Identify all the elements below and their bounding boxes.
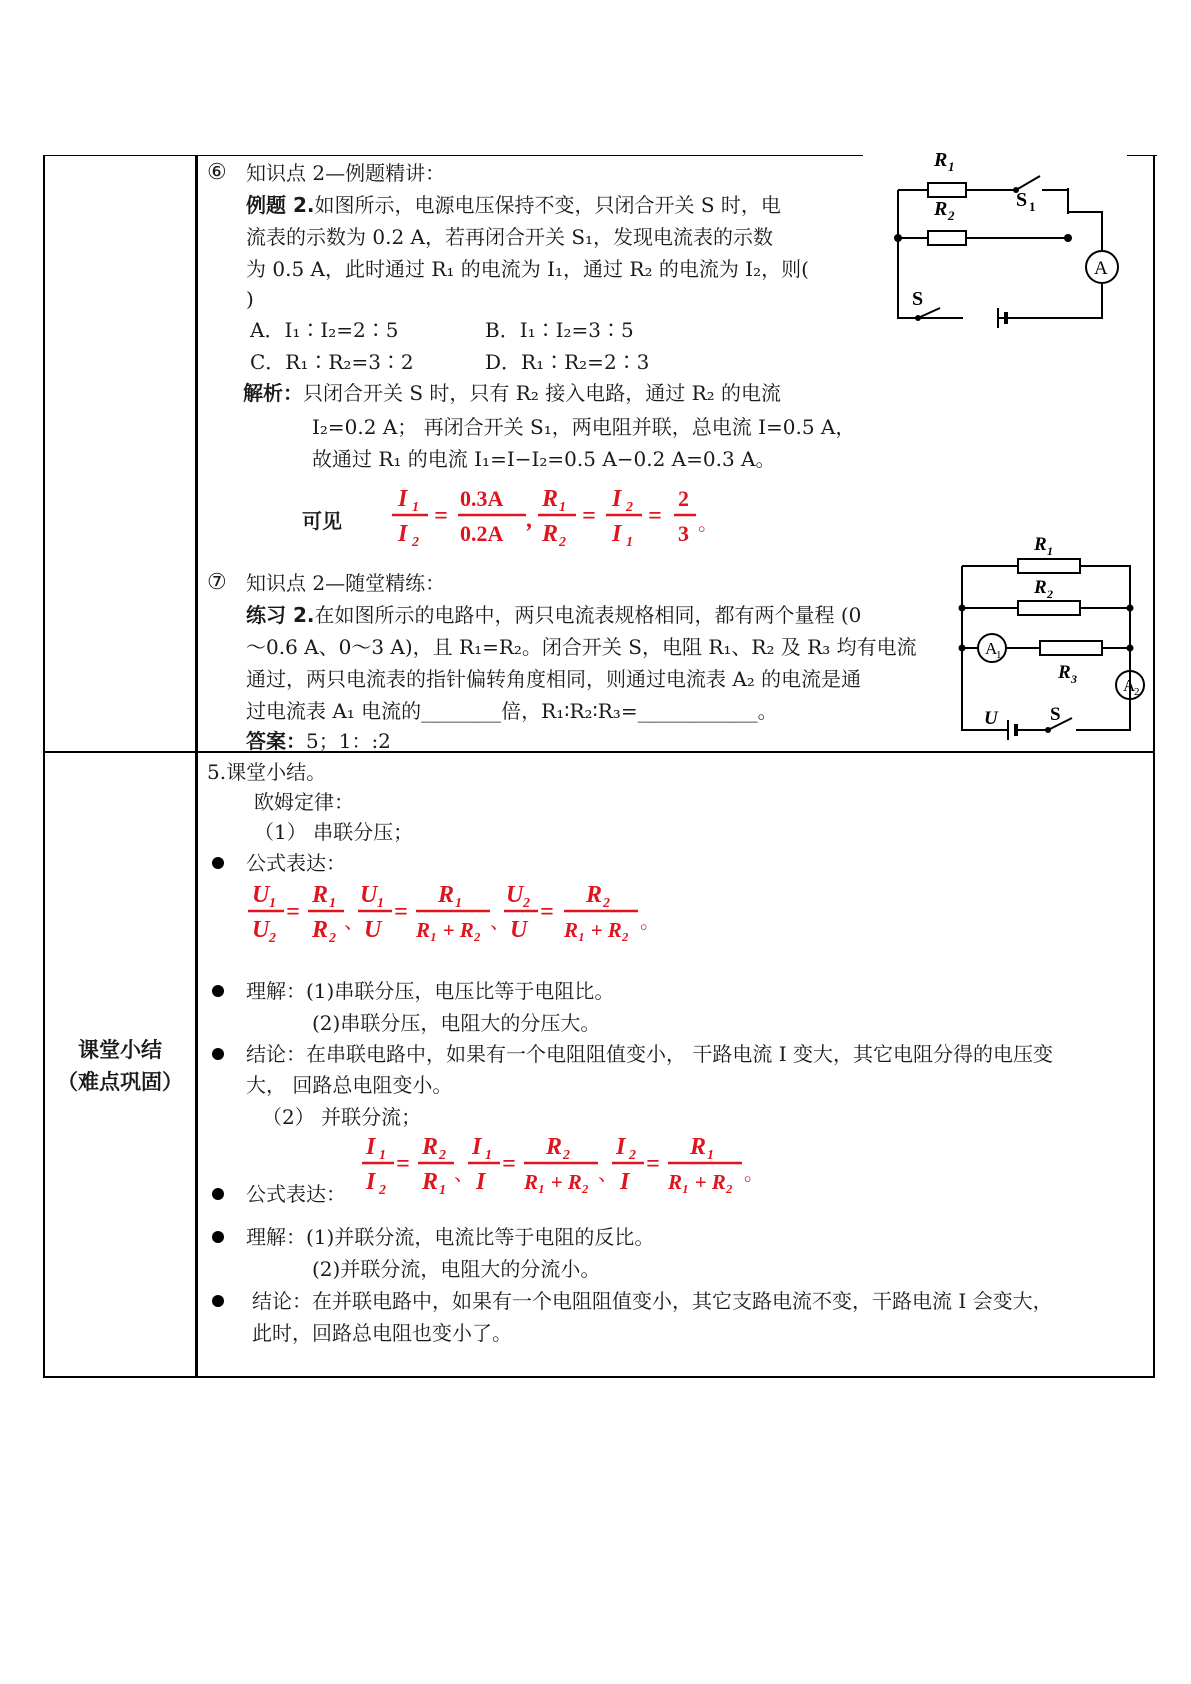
- example-question-line3: 为 0.5 A，此时通过 R₁ 的电流为 I₁，通过 R₂ 的电流为 I₂，则(: [246, 257, 809, 281]
- label-a2-sub: 2: [1134, 686, 1140, 698]
- p-f-den: R₁ + R₂: [668, 1170, 734, 1194]
- f1-den: I: [398, 521, 408, 546]
- ohm-law-heading: 欧姆定律：: [254, 790, 354, 814]
- example-label: 例题 2.: [246, 193, 315, 217]
- label-r1-p-sub: 1: [1047, 544, 1053, 558]
- series-understand-label: 理解：: [246, 979, 306, 1003]
- p-eq-1: =: [396, 1151, 410, 1177]
- f2-num: 0.3A: [460, 486, 504, 511]
- row-label-subtitle: （难点巩固）: [57, 1070, 183, 1094]
- s-c-num-sub: 1: [377, 896, 384, 911]
- example-question-line4: ): [246, 287, 254, 311]
- p-eq-2: =: [502, 1151, 516, 1177]
- s-eq-1: =: [286, 899, 300, 925]
- p-f-num: R: [690, 1134, 707, 1160]
- series-formula-label: 公式表达：: [246, 851, 346, 875]
- s-sep-1: 、: [344, 911, 364, 933]
- s-e-den: U: [510, 917, 528, 943]
- f4-num-sub: 2: [626, 500, 633, 515]
- label-r2-p-sub: 2: [1047, 587, 1053, 601]
- summary-title: 5.课堂小结。: [207, 760, 327, 784]
- label-a1: A: [985, 639, 998, 658]
- p-end: 。: [744, 1163, 764, 1185]
- practice-line1: [246, 600, 861, 630]
- section7-heading: 知识点 2—随堂精练：: [246, 571, 446, 595]
- p-e-num: I: [616, 1134, 626, 1160]
- p-f-num-sub: 1: [707, 1148, 714, 1163]
- p-eq-3: =: [646, 1151, 660, 1177]
- label-r3: R: [1058, 662, 1071, 683]
- label-s: S: [912, 288, 924, 310]
- f3-num-sub: 1: [559, 500, 566, 515]
- practice-answer: [246, 726, 391, 756]
- parallel-formula-label: 公式表达：: [246, 1182, 346, 1206]
- f5-num: 2: [678, 486, 689, 511]
- analysis-line3: 故通过 R₁ 的电流 I₁=I−I₂=0.5 A−0.2 A=0.3 A。: [312, 447, 776, 471]
- f4-num: I: [612, 486, 622, 512]
- p-d-num: R: [546, 1134, 563, 1160]
- series-formula: [246, 878, 686, 944]
- p-e-num-sub: 2: [629, 1148, 636, 1163]
- s-f-num-sub: 2: [603, 896, 610, 911]
- table-right-border: [1153, 155, 1155, 1378]
- resistor-r2-p: [1018, 601, 1080, 615]
- parallel-understand-line2: (2)并联分流，电阻大的分流小。: [312, 1257, 601, 1281]
- option-a: A．I₁∶I₂=2∶5: [250, 318, 399, 342]
- formula-end: 。: [698, 513, 718, 535]
- parallel-understand-line1: [246, 1222, 654, 1252]
- s-b-den-sub: 2: [329, 931, 336, 944]
- kejian-label: 可见: [302, 509, 342, 533]
- label-r3-sub: 3: [1071, 672, 1077, 686]
- table-left-border: [43, 155, 45, 1378]
- eq-1: =: [434, 503, 448, 529]
- parallel-understand-label: 理解：: [246, 1225, 306, 1249]
- series-part-heading: （1） 串联分压；: [254, 820, 414, 844]
- ratio-formula: [390, 482, 730, 546]
- f1-den-sub: 2: [412, 535, 419, 546]
- practice-line4: 过电流表 A₁ 电流的________倍，R₁∶R₂∶R₃=____________。: [246, 699, 778, 723]
- switch-s1: [1016, 176, 1040, 190]
- option-d: D．R₁∶R₂=2∶3: [485, 350, 650, 374]
- f5-den: 3: [678, 521, 689, 546]
- resistor-r2: [928, 231, 966, 245]
- p-e-den: I: [620, 1169, 630, 1195]
- parallel-formula: [360, 1130, 780, 1196]
- bullet-series-conclusion: [212, 1048, 224, 1060]
- example-question-line2: 流表的示数为 0.2 A，若再闭合开关 S₁，发现电流表的示数: [246, 225, 774, 249]
- label-r2-p: R: [1034, 577, 1047, 598]
- p-a-num-sub: 1: [379, 1148, 386, 1163]
- example-question-line1: [246, 190, 781, 220]
- practice-line3: 通过，两只电流表的指针偏转角度相同，则通过电流表 A₂ 的电流是通: [246, 667, 862, 691]
- resistor-r1: [928, 183, 966, 197]
- series-understand-line1: [246, 976, 614, 1006]
- s-f-den: R₁ + R₂: [564, 918, 630, 942]
- series-understand-line2: (2)串联分压，电阻大的分压大。: [312, 1011, 601, 1035]
- label-r1: R: [934, 149, 948, 171]
- p-a-num: I: [366, 1134, 376, 1160]
- p-b-den-sub: 1: [439, 1183, 446, 1196]
- comma-1: ,: [527, 507, 533, 533]
- s-e-num-sub: 2: [523, 896, 530, 911]
- p-b-num: R: [422, 1134, 439, 1160]
- row-label: [45, 1034, 195, 1098]
- f3-num: R: [542, 486, 559, 512]
- label-a1-sub: 1: [996, 649, 1002, 661]
- s-eq-2: =: [394, 899, 408, 925]
- analysis-line1: [243, 378, 781, 408]
- series-conclusion-line1: 结论：在串联电路中，如果有一个电阻阻值变小， 干路电流 I 变大，其它电阻分得的电压变: [246, 1042, 1053, 1066]
- s-c-num: U: [360, 882, 378, 908]
- resistor-r3: [1040, 641, 1102, 655]
- label-ammeter: A: [1094, 258, 1108, 279]
- s-d-num-sub: 1: [455, 896, 462, 911]
- p-c-num: I: [472, 1134, 482, 1160]
- parallel-understand-text1: (1)并联分流，电流比等于电阻的反比。: [306, 1225, 655, 1249]
- label-r1-sub: 1: [948, 159, 955, 174]
- bullet-parallel-formula: [212, 1188, 224, 1200]
- s-c-den: U: [364, 917, 382, 943]
- resistor-r1-p: [1018, 559, 1080, 573]
- section7-number: ⑦: [207, 570, 227, 595]
- label-s-p: S: [1050, 704, 1061, 725]
- series-conclusion-line2: 大， 回路总电阻变小。: [246, 1073, 453, 1097]
- label-a2: A: [1123, 676, 1136, 695]
- s-d-den: R₁ + R₂: [416, 918, 482, 942]
- s-a-num-sub: 1: [269, 896, 276, 911]
- table-column-divider: [195, 155, 198, 1378]
- analysis-label: 解析：: [243, 381, 303, 405]
- table-row-divider: [43, 751, 1155, 753]
- p-a-den: I: [366, 1169, 376, 1195]
- analysis-text1: 只闭合开关 S 时，只有 R₂ 接入电路，通过 R₂ 的电流: [303, 381, 781, 405]
- circuit-diagram-example: [868, 148, 1130, 333]
- label-s1: S: [1016, 189, 1028, 211]
- p-d-den: R₁ + R₂: [524, 1170, 590, 1194]
- bullet-parallel-conclusion: [212, 1295, 224, 1307]
- table-top-border-left: [43, 155, 863, 156]
- section6-heading: 知识点 2—例题精讲：: [246, 161, 446, 185]
- s-sep-2: 、: [490, 911, 510, 933]
- circuit-diagram-practice: [958, 530, 1154, 742]
- parallel-conclusion-line1: 结论：在并联电路中，如果有一个电阻阻值变小，其它支路电流不变，干路电流 I 会变大，: [252, 1289, 1053, 1313]
- option-c: C．R₁∶R₂=3∶2: [250, 350, 414, 374]
- p-sep-1: 、: [454, 1163, 474, 1185]
- label-s1-sub: 1: [1029, 199, 1036, 214]
- label-r1-p: R: [1034, 534, 1047, 555]
- parallel-part-heading: （2） 并联分流；: [262, 1105, 422, 1129]
- table-bottom-border: [43, 1376, 1155, 1378]
- p-d-num-sub: 2: [563, 1148, 570, 1163]
- f3-den: R: [542, 521, 559, 546]
- option-b: B．I₁∶I₂=3∶5: [485, 318, 634, 342]
- example-question-text1: 如图所示，电源电压保持不变，只闭合开关 S 时，电: [314, 193, 781, 217]
- s-eq-3: =: [540, 899, 554, 925]
- eq-3: =: [648, 503, 662, 529]
- s-e-num: U: [506, 882, 524, 908]
- p-b-num-sub: 2: [439, 1148, 446, 1163]
- f3-den-sub: 2: [559, 535, 566, 546]
- s-b-den: R: [312, 917, 329, 943]
- bullet-parallel-understand: [212, 1231, 224, 1243]
- answer-text: 5；1：:2: [306, 729, 391, 753]
- s-a-num: U: [252, 882, 270, 908]
- s-b-num-sub: 1: [329, 896, 336, 911]
- p-b-den: R: [422, 1169, 439, 1195]
- label-r2: R: [934, 198, 948, 220]
- practice-text1: 在如图所示的电路中，两只电流表规格相同，都有两个量程 (0: [314, 603, 862, 627]
- bullet-series-understand: [212, 985, 224, 997]
- p-a-den-sub: 2: [379, 1183, 386, 1196]
- eq-2: =: [582, 503, 596, 529]
- f2-den: 0.2A: [460, 521, 504, 546]
- practice-label: 练习 2.: [246, 603, 315, 627]
- f1-num-sub: 1: [412, 500, 419, 515]
- label-u: U: [984, 708, 998, 729]
- s-b-num: R: [312, 882, 329, 908]
- row-label-title: 课堂小结: [78, 1038, 162, 1062]
- parallel-conclusion-line2: 此时，回路总电阻也变小了。: [252, 1321, 512, 1345]
- section6-number: ⑥: [207, 160, 227, 185]
- f4-den: I: [612, 521, 622, 546]
- p-sep-2: 、: [598, 1163, 618, 1185]
- s-end: 。: [640, 911, 660, 933]
- s-a-den-sub: 2: [269, 931, 276, 944]
- p-c-den: I: [476, 1169, 486, 1195]
- f1-num: I: [398, 486, 408, 512]
- p-c-num-sub: 1: [485, 1148, 492, 1163]
- answer-label: 答案：: [246, 729, 306, 753]
- f4-den-sub: 1: [626, 535, 633, 546]
- s-f-num: R: [586, 882, 603, 908]
- series-understand-text1: (1)串联分压，电压比等于电阻比。: [306, 979, 615, 1003]
- label-r2-sub: 2: [948, 208, 955, 223]
- analysis-line2: I₂=0.2 A； 再闭合开关 S₁，两电阻并联，总电流 I=0.5 A，: [312, 415, 856, 439]
- bullet-formula: [212, 857, 224, 869]
- practice-line2: ～0.6 A、0～3 A)，且 R₁=R₂。闭合开关 S，电阻 R₁、R₂ 及 R₃ 均有电流: [246, 635, 917, 659]
- s-a-den: U: [252, 917, 270, 943]
- s-d-num: R: [438, 882, 455, 908]
